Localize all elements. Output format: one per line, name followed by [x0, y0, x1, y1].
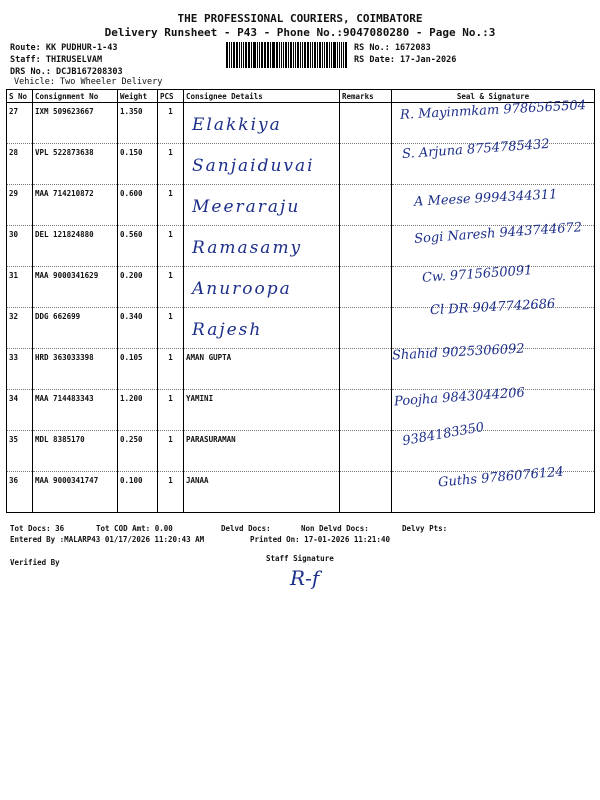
consignee-handwritten-name: Anuroopa [192, 279, 292, 299]
row-consignment-no: MAA 9000341747 [33, 472, 118, 513]
delivery-table [6, 89, 595, 513]
row-pcs: 1 [158, 308, 184, 349]
staff-info: Staff: THIRUSELVAM [10, 55, 103, 65]
row-remarks [340, 144, 392, 185]
consignee-handwritten-name: Meeraraju [192, 197, 301, 217]
row-consignee [184, 144, 340, 185]
row-weight: 0.105 [118, 349, 158, 390]
row-consignee [184, 431, 340, 472]
handwritten-signature: 9384183350 [401, 419, 486, 450]
table-row [7, 226, 595, 267]
col-consignment: Consignment No [33, 90, 118, 103]
handwritten-signature: Guths 9786076124 [437, 464, 565, 491]
row-signature [392, 385, 595, 431]
company-name: THE PROFESSIONAL COURIERS, COIMBATORE [177, 12, 423, 25]
row-signature [391, 341, 595, 390]
row-pcs: 1 [158, 185, 184, 226]
staff-signature-label: Staff Signature [266, 554, 334, 563]
row-pcs: 1 [158, 431, 184, 472]
handwritten-signature: R. Mayinmkam 9786565504 [399, 98, 587, 123]
row-pcs: 1 [158, 144, 184, 185]
row-sno: 29 [7, 185, 33, 226]
handwritten-signature: Poojha 9843044206 [393, 385, 526, 410]
row-consignee [184, 267, 340, 308]
row-remarks [340, 349, 392, 390]
row-pcs: 1 [158, 472, 184, 513]
handwritten-signature: Cw. 9715650091 [421, 263, 533, 286]
consignee-handwritten-name: Elakkiya [192, 115, 282, 135]
printed-on: Printed On: 17-01-2026 11:21:40 [250, 535, 390, 544]
row-pcs: 1 [158, 390, 184, 431]
table-row [7, 431, 595, 472]
row-consignee [184, 390, 340, 431]
rs-date: RS Date: 17-Jan-2026 [354, 55, 457, 65]
table-row [7, 349, 595, 390]
row-sno: 35 [7, 431, 33, 472]
row-signature [392, 464, 595, 513]
row-consignment-no: MAA 714483343 [33, 390, 118, 431]
table-row [7, 472, 595, 513]
row-sno: 33 [7, 349, 33, 390]
row-consignment-no: DEL 121824880 [33, 226, 118, 267]
row-consignee [184, 308, 340, 349]
row-consignee [184, 349, 340, 390]
row-consignment-no: IXM 509623667 [33, 103, 118, 144]
consignee-handwritten-name: Ramasamy [192, 238, 303, 258]
document-header [0, 12, 600, 40]
row-weight: 1.200 [118, 390, 158, 431]
verified-by: Verified By [10, 558, 60, 567]
table-row [7, 144, 595, 185]
row-sno: 30 [7, 226, 33, 267]
vehicle-info: Vehicle: Two Wheeler Delivery [14, 77, 163, 87]
row-remarks [340, 472, 392, 513]
row-pcs: 1 [158, 103, 184, 144]
row-sno: 27 [7, 103, 33, 144]
col-sno: S No [7, 90, 33, 103]
row-remarks [340, 431, 392, 472]
row-remarks [340, 226, 392, 267]
consignee-name: JANAA [186, 476, 209, 485]
row-remarks [340, 390, 392, 431]
consignee-handwritten-name: Rajesh [192, 320, 263, 340]
row-consignee [184, 103, 340, 144]
row-weight: 0.250 [118, 431, 158, 472]
table-row [7, 103, 595, 144]
col-signature: Seal & Signature [392, 90, 595, 103]
row-signature [392, 136, 595, 185]
handwritten-signature: Cl DR 9047742686 [429, 296, 556, 319]
row-sno: 28 [7, 144, 33, 185]
handwritten-signature: Shahid 9025306092 [391, 341, 526, 364]
row-pcs: 1 [158, 349, 184, 390]
rs-number: RS No.: 1672083 [354, 43, 431, 53]
table-header-row [7, 90, 595, 103]
row-consignee [184, 472, 340, 513]
consignee-name: PARASURAMAN [186, 435, 236, 444]
col-remarks: Remarks [340, 90, 392, 103]
row-weight: 0.100 [118, 472, 158, 513]
table-row [7, 390, 595, 431]
row-pcs: 1 [158, 267, 184, 308]
route-info: Route: KK PUDHUR-1-43 [10, 43, 118, 53]
col-pcs: PCS [158, 90, 184, 103]
row-weight: 0.340 [118, 308, 158, 349]
row-consignment-no: HRD 363033398 [33, 349, 118, 390]
runsheet-title: Delivery Runsheet - P43 - Phone No.:9047080280 - Page No.:3 [104, 26, 496, 39]
handwritten-signature: Sogi Naresh 9443744672 [413, 220, 583, 247]
handwritten-signature: S. Arjuna 8754785432 [401, 136, 551, 163]
barcode [226, 42, 348, 68]
entered-by: Entered By :MALARP43 01/17/2026 11:20:43 AM [10, 535, 205, 544]
row-consignment-no: DDG 662699 [33, 308, 118, 349]
row-signature [392, 98, 595, 144]
row-pcs: 1 [158, 226, 184, 267]
total-docs: Tot Docs: 36 [10, 524, 65, 533]
row-weight: 0.600 [118, 185, 158, 226]
row-consignment-no: VPL 522873638 [33, 144, 118, 185]
consignee-name: AMAN GUPTA [186, 353, 232, 362]
row-sno: 32 [7, 308, 33, 349]
total-cod: Tot COD Amt: 0.00 [96, 524, 173, 533]
table-row [7, 185, 595, 226]
row-remarks [340, 267, 392, 308]
row-weight: 0.150 [118, 144, 158, 185]
row-signature [392, 185, 595, 226]
delivery-points: Delvy Pts: [402, 524, 448, 533]
col-consignee: Consignee Details [184, 90, 340, 103]
col-weight: Weight [118, 90, 158, 103]
staff-signature: R-f [290, 566, 320, 590]
consignee-name: YAMINI [186, 394, 214, 403]
row-consignee [184, 226, 340, 267]
row-consignment-no: MAA 714210872 [33, 185, 118, 226]
row-consignment-no: MAA 9000341629 [33, 267, 118, 308]
handwritten-signature: A Meese 9994344311 [413, 187, 558, 210]
delivered-docs: Delvd Docs: [221, 524, 271, 533]
consignee-handwritten-name: Sanjaiduvai [192, 156, 315, 176]
row-consignment-no: MDL 8385170 [33, 431, 118, 472]
row-consignee [184, 185, 340, 226]
row-signature [392, 419, 595, 472]
non-delivered-docs: Non Delvd Docs: [301, 524, 369, 533]
row-remarks [340, 185, 392, 226]
row-remarks [340, 308, 392, 349]
row-weight: 1.350 [118, 103, 158, 144]
row-remarks [340, 103, 392, 144]
row-signature [392, 220, 595, 267]
row-sno: 34 [7, 390, 33, 431]
row-sno: 36 [7, 472, 33, 513]
row-weight: 0.200 [118, 267, 158, 308]
row-weight: 0.560 [118, 226, 158, 267]
row-sno: 31 [7, 267, 33, 308]
drs-number: DRS No.: DCJB167208303 [10, 67, 123, 77]
